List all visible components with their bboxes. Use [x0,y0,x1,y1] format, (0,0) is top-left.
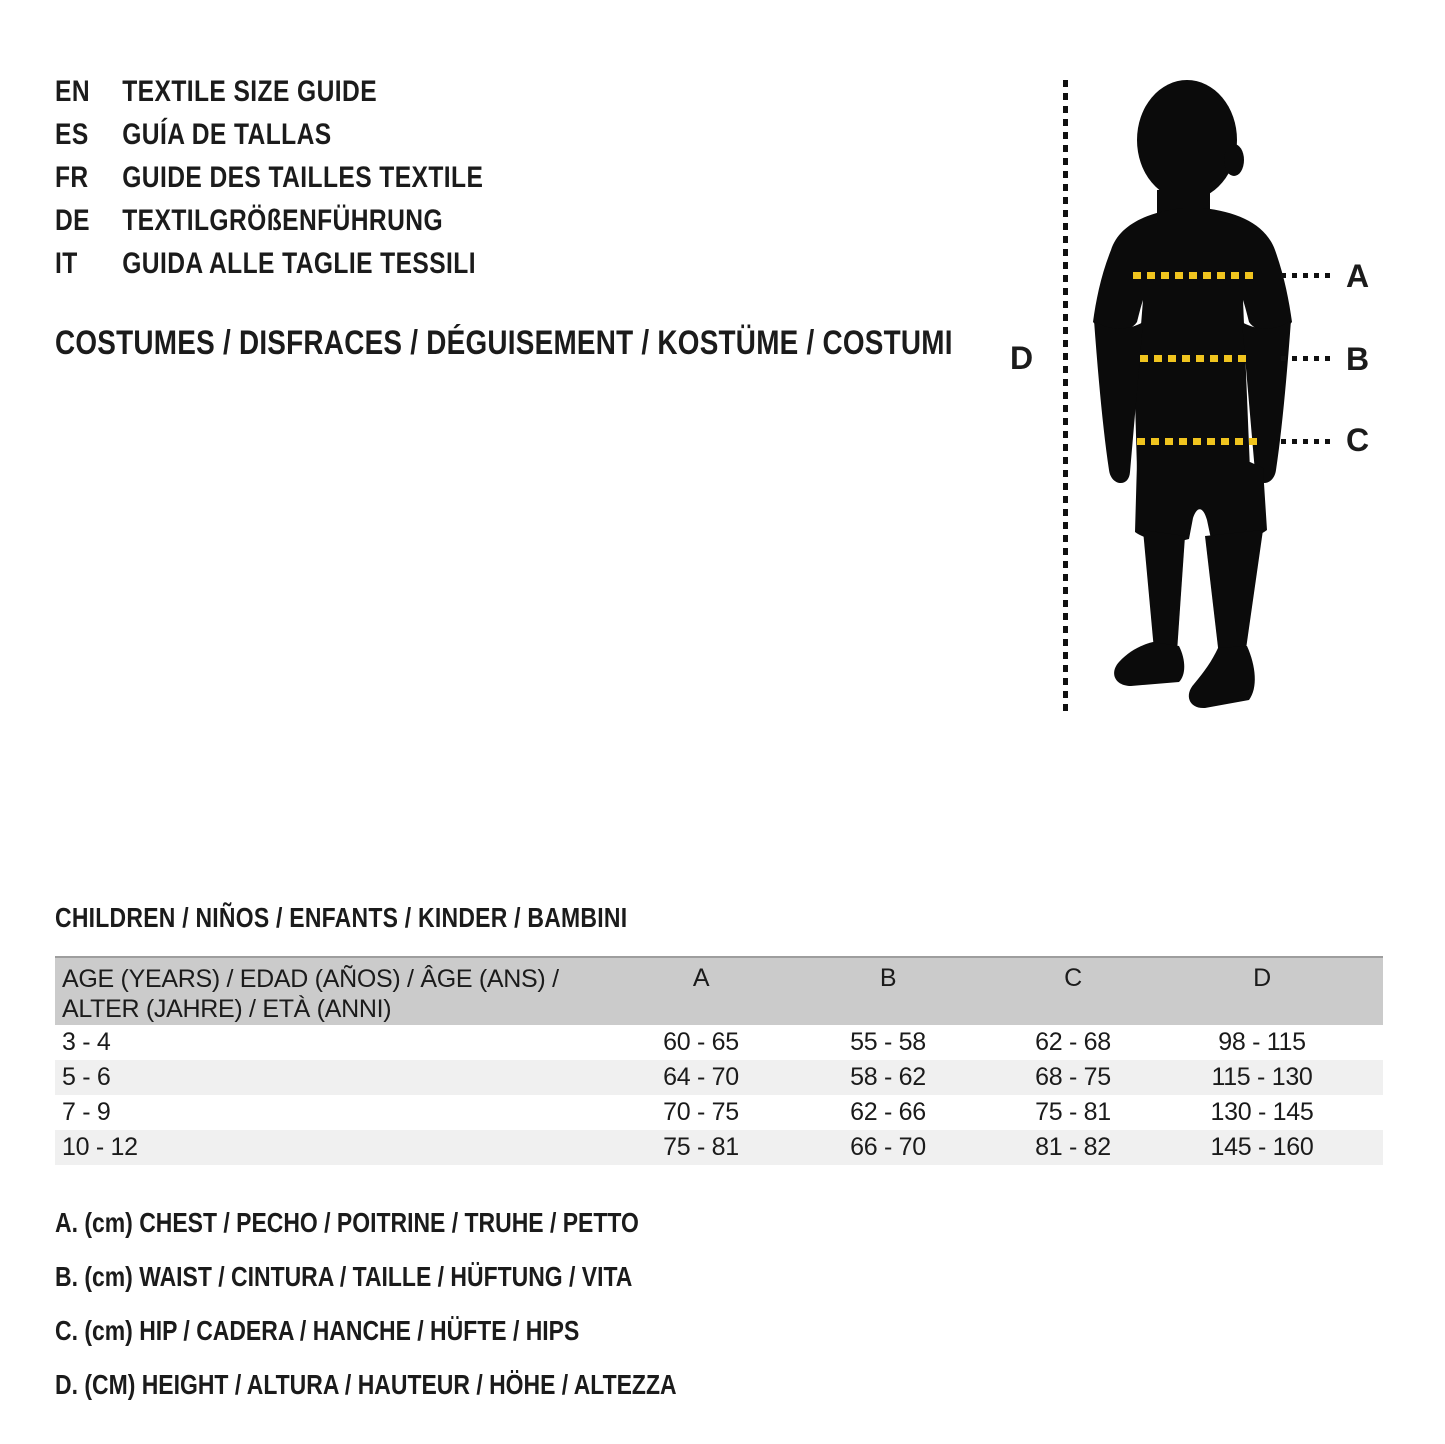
language-title: GUÍA DE TALLAS [122,117,332,151]
language-title: TEXTILE SIZE GUIDE [122,74,378,108]
label-a: A [1346,258,1370,294]
language-code: ES [55,117,89,151]
age-cell: 3 - 4 [62,1028,111,1056]
age-column-header [55,957,605,1025]
waist-value-cell: 66 - 70 [850,1133,926,1161]
waist-value-cell: 62 - 66 [850,1098,926,1126]
legend-item-text: A. (cm) CHEST / PECHO / POITRINE / TRUHE / PETTO [55,1207,639,1238]
row-spacer [1357,1060,1383,1095]
language-code: IT [55,246,78,280]
hip-value-cell: 81 - 82 [1035,1133,1111,1161]
category-heading-text: COSTUMES / DISFRACES / DÉGUISEMENT / KOSTÜME / COSTUMI [55,324,953,362]
age-cell: 10 - 12 [62,1133,138,1161]
column-header-b: B [879,964,897,992]
language-guide-list [55,70,577,285]
size-table-container [55,956,1383,1165]
chest-value-cell: 70 - 75 [663,1098,739,1126]
legend-item-text: B. (cm) WAIST / CINTURA / TAILLE / HÜFTUNG / VITA [55,1261,633,1292]
hip-measure-line [1137,438,1257,445]
height-value-cell: 145 - 160 [1210,1133,1314,1161]
table-row [55,1025,1383,1060]
waist-leader-line [1281,356,1333,361]
label-b: B [1346,341,1370,377]
category-heading [55,324,1150,363]
age-header-line2: ALTER (JAHRE) / ETÀ (ANNI) [62,995,392,1023]
language-row [55,156,577,199]
legend-item-text: C. (cm) HIP / CADERA / HANCHE / HÜFTE / HIPS [55,1315,580,1346]
language-code: FR [55,160,89,194]
hip-value-cell: 68 - 75 [1035,1063,1111,1091]
hip-leader-line [1281,439,1333,444]
table-row [55,1060,1383,1095]
children-section-heading-text: CHILDREN / NIÑOS / ENFANTS / KINDER / BAMBINI [55,902,628,933]
measurement-legend [55,1196,813,1412]
legend-item-height [55,1358,813,1412]
legend-item-waist [55,1250,813,1304]
waist-value-cell: 58 - 62 [850,1063,926,1091]
chest-value-cell: 64 - 70 [663,1063,739,1091]
chest-value-cell: 60 - 65 [663,1028,739,1056]
age-cell: 5 - 6 [62,1063,111,1091]
table-row [55,1130,1383,1165]
table-row [55,1095,1383,1130]
legend-item-hip [55,1304,813,1358]
column-header-c: C [1064,964,1082,992]
language-title: GUIDE DES TAILLES TEXTILE [122,160,484,194]
row-spacer [1357,1025,1383,1060]
chest-leader-line [1281,273,1333,278]
header-spacer [1357,957,1383,1025]
hip-value-cell: 75 - 81 [1035,1098,1111,1126]
language-code: EN [55,74,91,108]
legend-item-chest [55,1196,813,1250]
size-table [55,956,1383,1165]
age-header-line1: AGE (YEARS) / EDAD (AÑOS) / ÂGE (ANS) / [62,965,559,993]
language-row [55,242,577,285]
row-spacer [1357,1095,1383,1130]
language-row [55,70,577,113]
row-spacer [1357,1130,1383,1165]
label-d: D [1010,340,1034,376]
column-header-d: D [1253,964,1271,992]
height-value-cell: 115 - 130 [1211,1063,1313,1091]
age-cell: 7 - 9 [62,1098,111,1126]
language-title: TEXTILGRÖßENFÜHRUNG [122,203,443,237]
column-header-a: A [692,964,710,992]
legend-item-text: D. (CM) HEIGHT / ALTURA / HAUTEUR / HÖHE / ALTEZZA [55,1369,677,1400]
chest-measure-line [1133,272,1257,279]
hip-value-cell: 62 - 68 [1035,1028,1111,1056]
chest-value-cell: 75 - 81 [663,1133,739,1161]
children-section-heading [55,902,753,934]
table-header-row [55,957,1383,1025]
language-row [55,199,577,242]
height-value-cell: 130 - 145 [1210,1098,1314,1126]
height-reference-line [1063,80,1068,714]
waist-measure-line [1140,355,1252,362]
child-silhouette [1085,70,1300,720]
label-c: C [1346,422,1370,458]
language-row [55,113,577,156]
language-title: GUIDA ALLE TAGLIE TESSILI [122,246,476,280]
waist-value-cell: 55 - 58 [850,1028,926,1056]
language-code: DE [55,203,91,237]
height-value-cell: 98 - 115 [1218,1028,1306,1056]
child-silhouette-shape [1093,80,1292,708]
